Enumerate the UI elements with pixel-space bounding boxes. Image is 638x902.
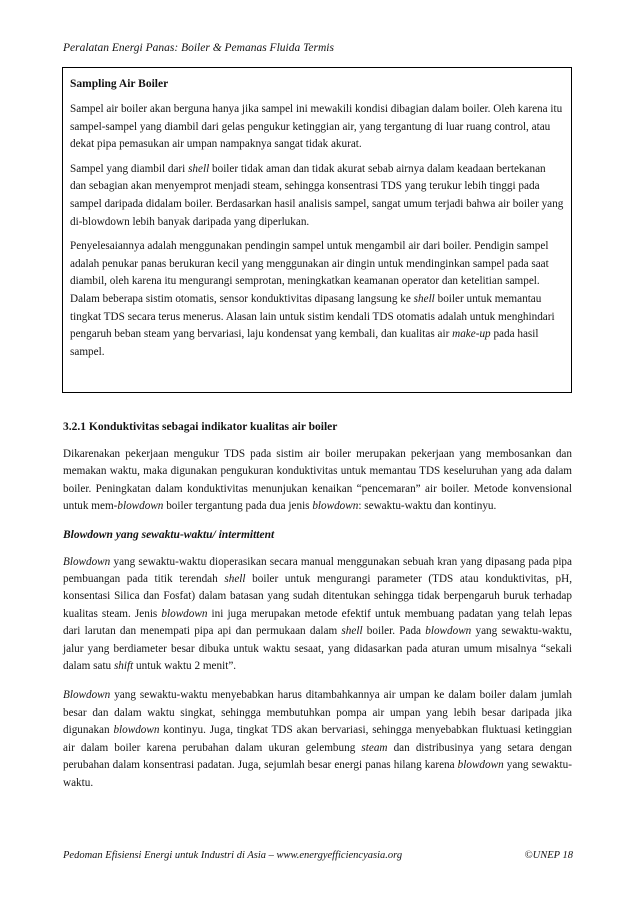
sampling-box xyxy=(62,67,572,393)
section-paragraph-2: Blowdown yang sewaktu-waktu dioperasikan secara manual menggunakan sebuah kran yang dipasang pada pipa pembuangan pada titik terendah shell boiler untuk mengurangi parameter (TDS atau konduktivitas, pH, konsentasi Silica dan Fosfat) dalam batasan yang sudah ditentukan sehingga tidak berpengaruh buruk terhadap kualitas steam. Jenis blowdown ini juga merupakan metode efektif untuk membuang padatan yang telah lepas dari larutan dan menempati pipa api dan permukaan dalam shell boiler. Pada blowdown yang sewaktu-waktu, jalur yang berdiameter besar dibuka untuk waktu sesaat, yang didasarkan pada aturan umum misalnya “sekali dalam satu shift untuk waktu 2 menit”. xyxy=(63,555,572,673)
main-content xyxy=(63,420,572,804)
subsection-heading: Blowdown yang sewaktu-waktu/ intermittent xyxy=(63,528,275,541)
section-paragraph-1: Dikarenakan pekerjaan mengukur TDS pada sistim air boiler merupakan pekerjaan yang membosankan dan memakan waktu, maka digunakan pengukuran konduktivitas untuk memantau TDS keseluruhan yang ada dalam boiler. Peningkatan dalam konduktivitas menunjukan kenaikan “pencemaran” air boiler. Metode konvensional untuk mem-blowdown boiler tergantung pada dua jenis blowdown: sewaktu-waktu dan kontinyu. xyxy=(63,448,572,513)
footer-page-number: ©UNEP 18 xyxy=(524,850,573,861)
section-heading: 3.2.1 Konduktivitas sebagai indikator kualitas air boiler xyxy=(63,421,338,433)
box-title: Sampling Air Boiler xyxy=(70,78,169,90)
box-paragraph-2: Sampel yang diambil dari shell boiler tidak aman dan tidak akurat sebab airnya dalam keadaan bertekanan dan sebagian akan menyemprot menjadi steam, sehingga konsentrasi TDS yang terukur lebih tinggi pada sampel daripada didalam boiler. Berdasarkan hasil analisis sampel, sangat umum terjadi bahwa air boiler yang di-blowdown lebih banyak daripada yang diperlukan. xyxy=(70,162,564,228)
page-footer xyxy=(63,849,573,862)
box-paragraph-3: Penyelesaiannya adalah menggunakan pendingin sampel untuk mengambil air dari boiler. Pendigin sampel adalah penukar panas berukuran kecil yang menggunakan air dingin untuk mendinginkan sampel pada saat diambil, oleh karena itu mengurangi semprotan, meningkatkan keamanan operator dan ketelitian sampel. Dalam beberapa sistim otomatis, sensor konduktivitas dipasang langsung ke shell boiler untuk memantau tingkat TDS secara terus menerus. Alasan lain untuk sistim kendali TDS otomatis adalah untuk menghindari pengaruh beban steam yang bervariasi, laju kondensat yang kembali, dan kualitas air make-up pada hasil sampel. xyxy=(70,240,555,358)
section-paragraph-3: Blowdown yang sewaktu-waktu menyebabkan harus ditambahkannya air umpan ke dalam boiler dalam jumlah besar dan dalam waktu singkat, sehingga membutuhkan pompa air umpan yang lebih besar daripada jika digunakan blowdown kontinyu. Juga, tingkat TDS akan bervariasi, sehingga menyebabkan fluktuasi ketinggian air dalam boiler karena perubahan dalam ukuran gelembung steam dan distribusinya yang setara dengan perubahan dalam konsentrasi padatan. Juga, sejumlah besar energi panas hilang karena blowdown yang sewaktu-waktu. xyxy=(63,689,572,789)
running-header: Peralatan Energi Panas: Boiler & Pemanas Fluida Termis xyxy=(63,42,334,54)
footer-source: Pedoman Efisiensi Energi untuk Industri di Asia – www.energyefficiencyasia.org xyxy=(63,850,403,861)
box-paragraph-1: Sampel air boiler akan berguna hanya jika sampel ini mewakili kondisi dibagian dalam boiler. Oleh karena itu sampel-sampel yang diambil dari gelas pengukur ketinggian air, yang tergantung di luar ruang control, atau dekat pipa pemasukan air umpan nampaknya sangat tidak akurat. xyxy=(70,103,563,151)
